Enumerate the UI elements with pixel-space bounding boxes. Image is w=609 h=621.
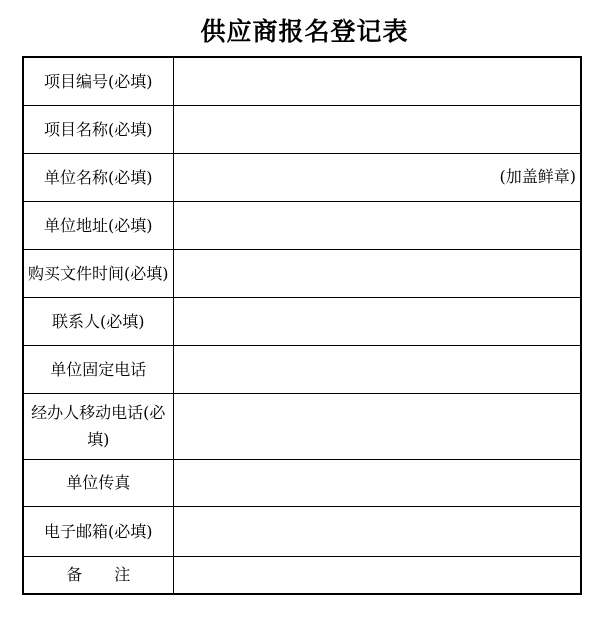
company-name-label: 单位名称(必填)	[23, 153, 173, 201]
table-row	[23, 459, 581, 506]
table-row	[23, 556, 581, 594]
registration-table	[22, 56, 582, 595]
company-phone-label: 单位固定电话	[23, 345, 173, 393]
table-row	[23, 345, 581, 393]
purchase-time-field[interactable]	[173, 249, 581, 297]
company-phone-field[interactable]	[173, 345, 581, 393]
project-number-field[interactable]	[173, 57, 581, 105]
table-row	[23, 249, 581, 297]
table-row	[23, 57, 581, 105]
remarks-label: 备 注	[23, 556, 173, 594]
stamp-note: (加盖鲜章)	[499, 167, 576, 186]
table-row	[23, 153, 581, 201]
company-name-field[interactable]	[173, 153, 581, 201]
company-address-label: 单位地址(必填)	[23, 201, 173, 249]
contact-person-label: 联系人(必填)	[23, 297, 173, 345]
company-address-field[interactable]	[173, 201, 581, 249]
contact-person-field[interactable]	[173, 297, 581, 345]
agent-mobile-field[interactable]	[173, 393, 581, 459]
project-number-label: 项目编号(必填)	[23, 57, 173, 105]
table-row	[23, 393, 581, 459]
company-fax-field[interactable]	[173, 459, 581, 506]
project-name-label: 项目名称(必填)	[23, 105, 173, 153]
table-row	[23, 201, 581, 249]
email-field[interactable]	[173, 506, 581, 556]
project-name-field[interactable]	[173, 105, 581, 153]
purchase-time-label: 购买文件时间(必填)	[23, 249, 173, 297]
page-title: 供应商报名登记表	[200, 17, 409, 46]
company-fax-label: 单位传真	[23, 459, 173, 506]
table-row	[23, 506, 581, 556]
email-label: 电子邮箱(必填)	[23, 506, 173, 556]
table-row	[23, 297, 581, 345]
remarks-field[interactable]	[173, 556, 581, 594]
agent-mobile-label: 经办人移动电话(必填)	[23, 393, 173, 459]
table-row	[23, 105, 581, 153]
